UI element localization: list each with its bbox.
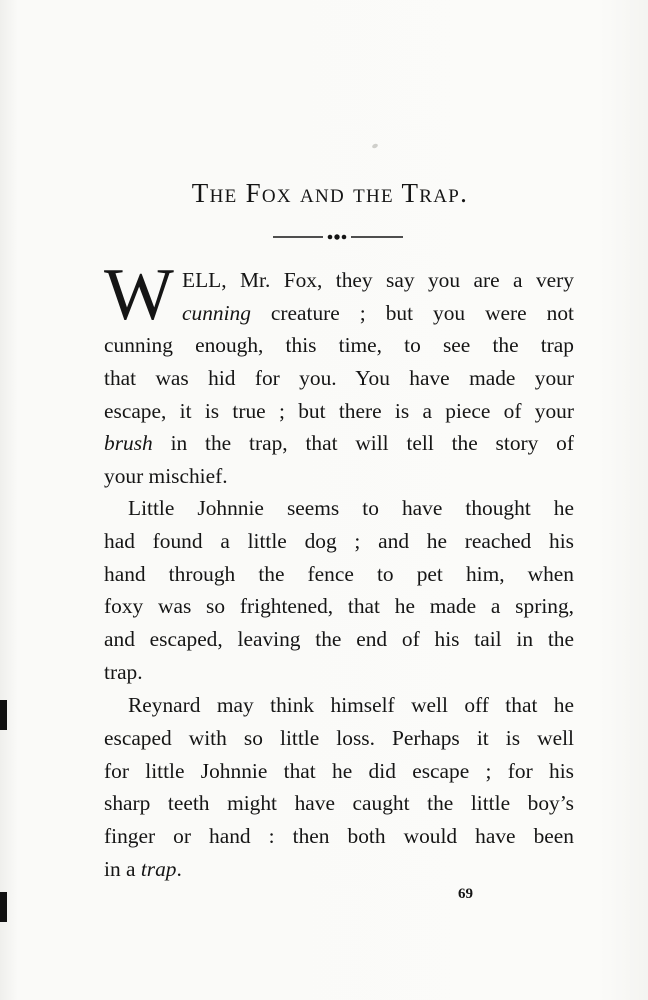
paragraph-line: for little Johnnie that he did escape ; for his <box>104 758 574 783</box>
paragraph-line: and escaped, leaving the end of his tail in the <box>104 627 574 652</box>
paragraph-2 <box>104 492 574 689</box>
page-title: The Fox and the Trap. <box>191 178 469 208</box>
line-text: . <box>176 856 182 881</box>
paragraph-line <box>182 297 574 330</box>
paragraph-line: cunning enough, this time, to see the trap <box>104 333 574 357</box>
paragraph-line: that was hid for you. You have made your <box>104 365 574 390</box>
binding-mark <box>0 700 7 730</box>
italic-word: brush <box>104 431 153 456</box>
line-text: in a <box>104 856 141 881</box>
italic-word: trap <box>140 856 177 881</box>
page-number: 69 <box>458 886 473 902</box>
line-text: in the trap, that will tell the story of <box>152 431 574 456</box>
paragraph-line: trap. <box>104 659 143 684</box>
paper-speck <box>371 143 378 149</box>
line-text: creature ; but you were not <box>250 300 574 325</box>
paragraph-line <box>104 427 574 460</box>
paragraph-1-body <box>104 329 574 493</box>
paragraph-line: Little Johnnie seems to have thought he <box>128 496 574 520</box>
paragraph-line: finger or hand : then both would have been <box>104 824 574 849</box>
paragraph-line: foxy was so frightened, that he made a spring, <box>104 594 574 619</box>
paragraph-3 <box>104 689 574 886</box>
paragraph-line: escape, it is true ; but there is a piece of your <box>104 398 574 423</box>
paragraph-line: Reynard may think himself well off that he <box>128 693 574 717</box>
paragraph-line: had found a little dog ; and he reached his <box>104 528 574 553</box>
title-ornament <box>273 231 403 243</box>
paragraph-1-opening <box>182 264 574 330</box>
paragraph-line: hand through the fence to pet him, when <box>104 561 574 586</box>
paragraph-line <box>104 853 574 886</box>
paragraph-line: your mischief. <box>104 464 228 489</box>
paragraph-line: ELL, Mr. Fox, they say you are a very <box>182 268 574 292</box>
paragraph-line: sharp teeth might have caught the little boy’s <box>104 791 574 816</box>
italic-word: cunning <box>182 300 251 325</box>
binding-mark <box>0 892 7 922</box>
paragraph-line: escaped with so little loss. Perhaps it is well <box>104 725 574 750</box>
drop-cap: W <box>104 254 174 336</box>
